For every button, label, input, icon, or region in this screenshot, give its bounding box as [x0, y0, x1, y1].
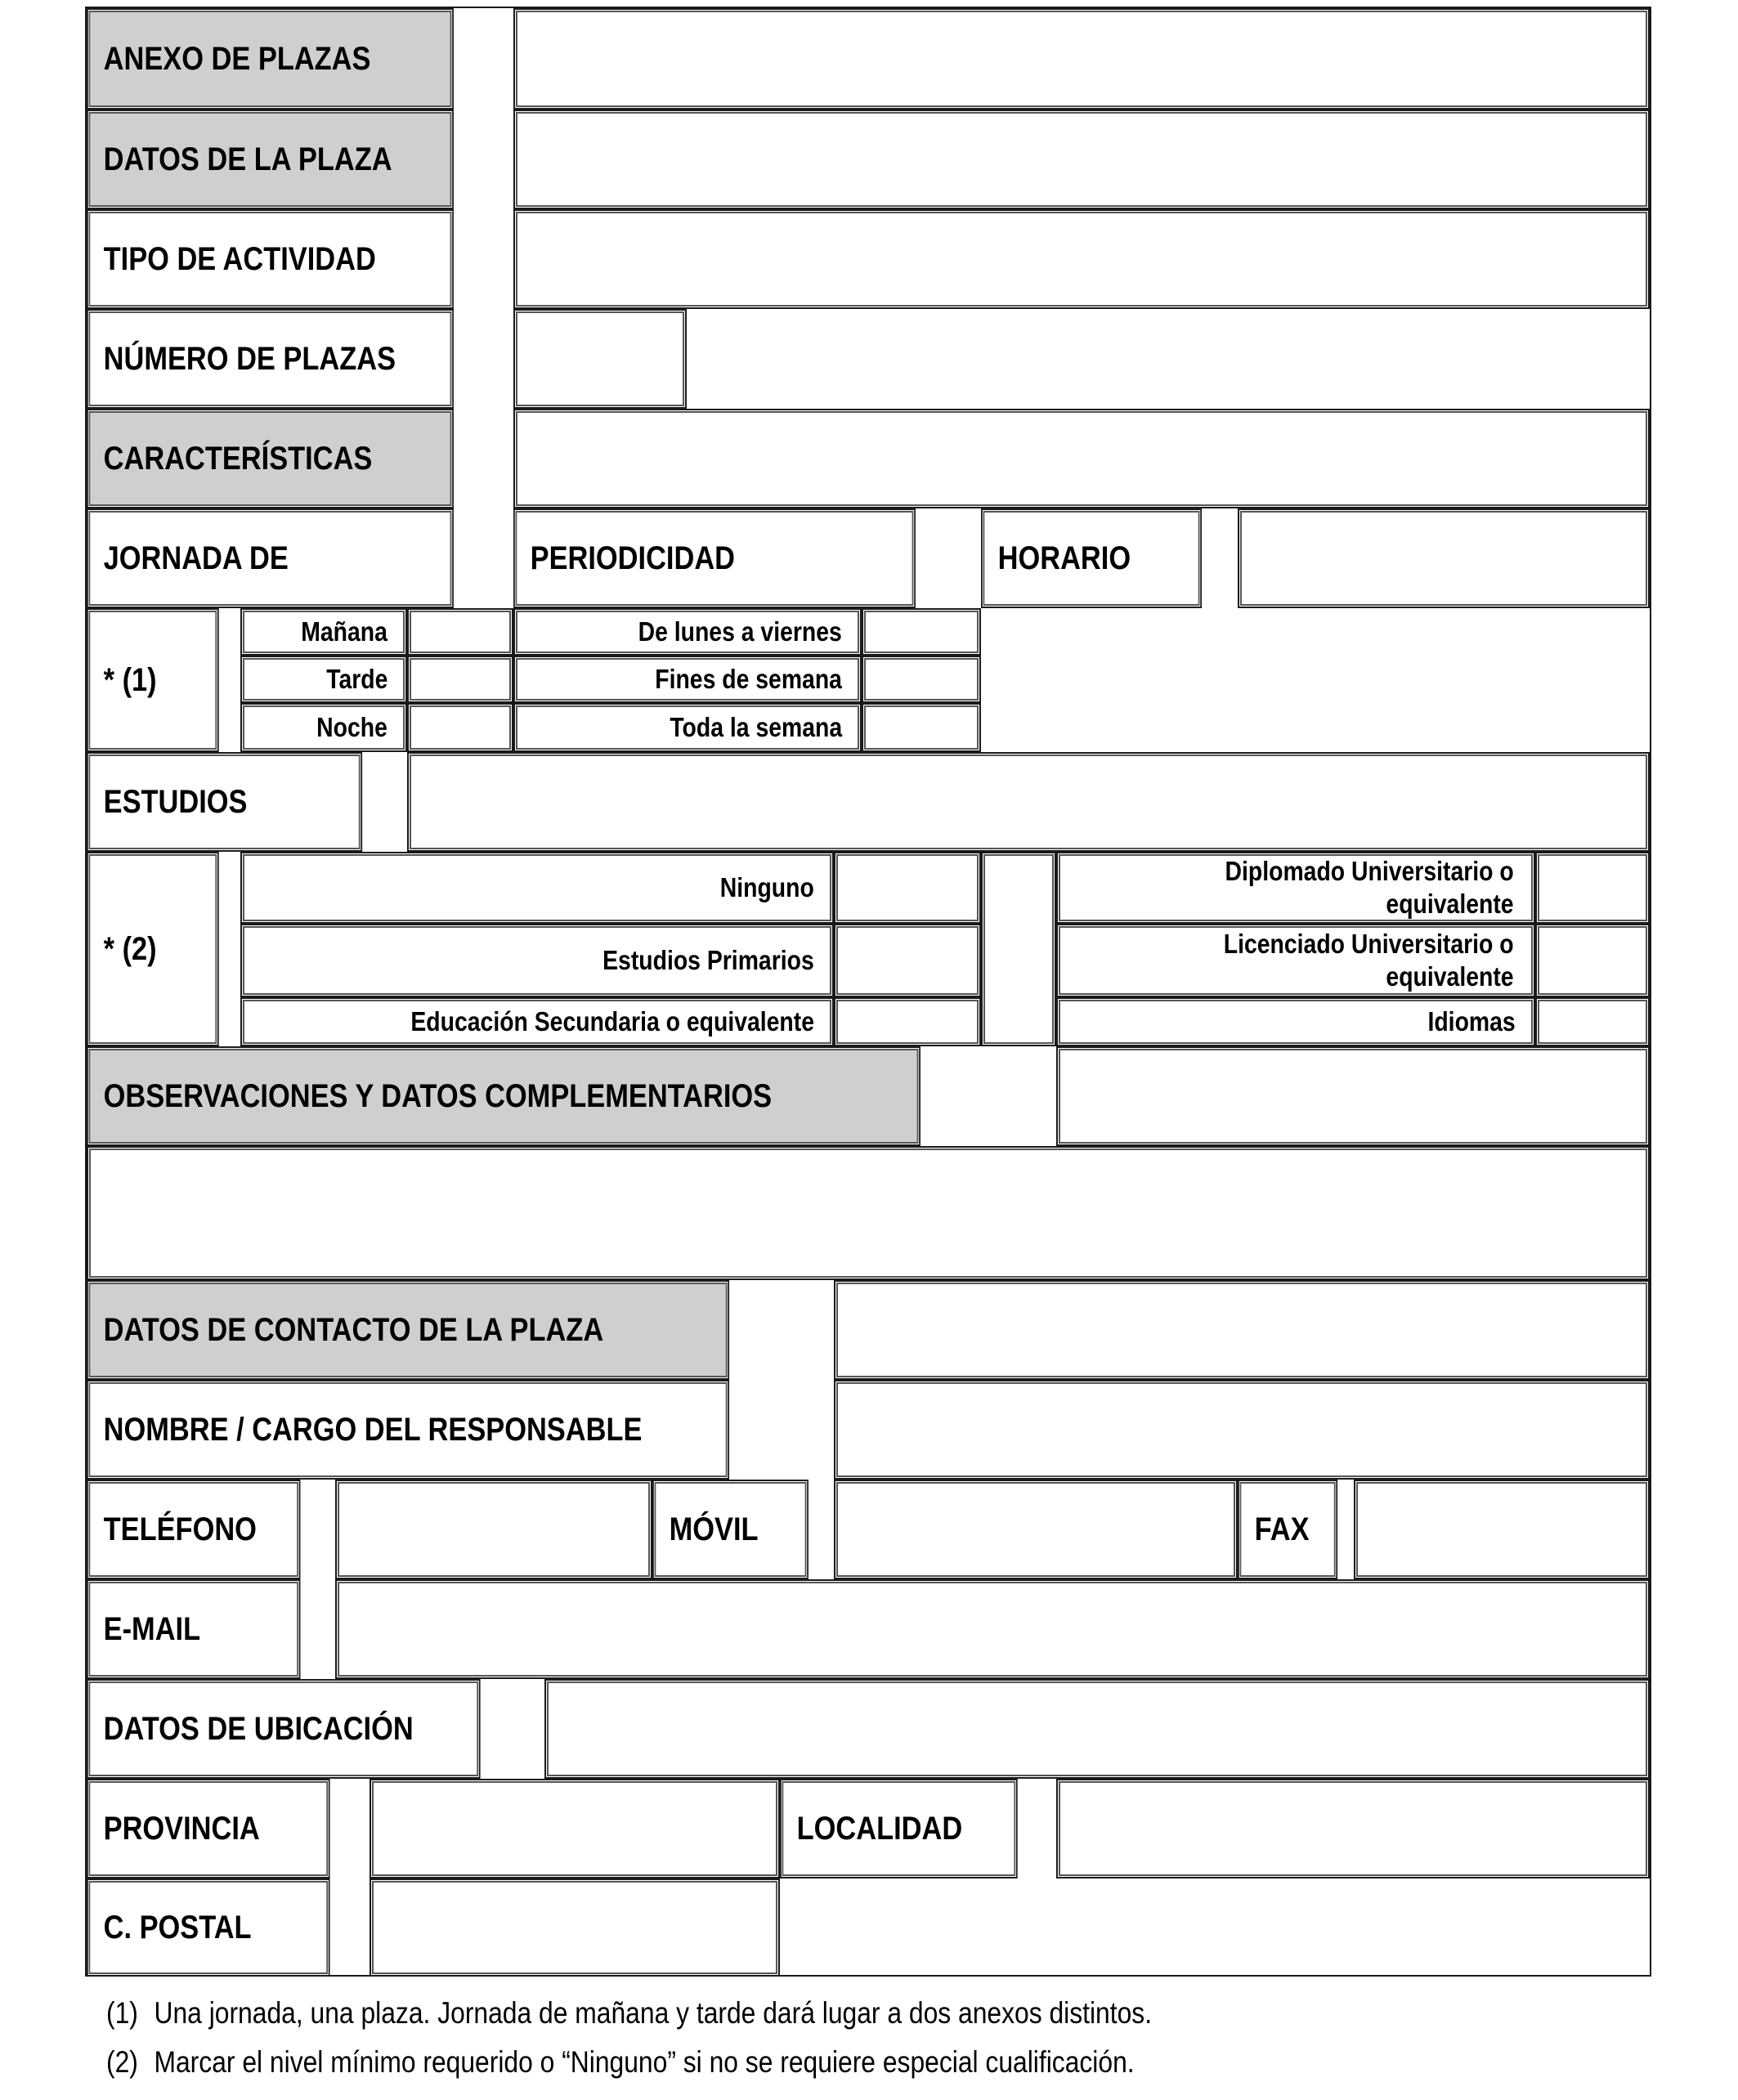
ref1-text: * (1)	[103, 661, 157, 698]
ref2-text: * (2)	[103, 930, 157, 967]
tipo-actividad-field[interactable]	[513, 209, 1650, 309]
periodicidad-fines-semana-checkbox[interactable]	[862, 656, 981, 703]
periodicidad-option-label: De lunes a viernes	[513, 608, 862, 656]
periodicidad-toda-semana-checkbox[interactable]	[862, 703, 981, 752]
periodicidad-option-label: Fines de semana	[513, 656, 862, 703]
periodicidad-label	[513, 508, 916, 608]
jornada-option-label: Tarde	[240, 656, 407, 703]
jornada-tarde-checkbox[interactable]	[407, 656, 513, 703]
fax-field[interactable]	[1354, 1480, 1650, 1579]
tipo-actividad-label-text: TIPO DE ACTIVIDAD	[103, 240, 376, 277]
provincia-label-text: PROVINCIA	[103, 1810, 260, 1847]
email-field[interactable]	[335, 1579, 1650, 1679]
numero-plazas-label-text: NÚMERO DE PLAZAS	[103, 340, 396, 377]
horario-field[interactable]	[1238, 508, 1650, 608]
responsable-label	[87, 1380, 729, 1480]
horario-label	[981, 508, 1202, 608]
caracteristicas-field[interactable]	[513, 409, 1650, 508]
datos-plaza-label-text: DATOS DE LA PLAZA	[103, 141, 392, 177]
fax-label	[1238, 1480, 1337, 1579]
caracteristicas-label-text: CARACTERÍSTICAS	[103, 440, 373, 477]
estudios-ninguno-checkbox[interactable]	[834, 852, 981, 924]
email-label-text: E-MAIL	[103, 1610, 201, 1647]
estudios-secundaria-checkbox[interactable]	[834, 997, 981, 1046]
estudios-option-label: Licenciado Universitario o equivalente	[1056, 924, 1535, 997]
estudios-field[interactable]	[407, 752, 1650, 852]
responsable-label-text: NOMBRE / CARGO DEL RESPONSABLE	[103, 1411, 643, 1448]
jornada-manana-checkbox[interactable]	[407, 608, 513, 656]
horario-label-text: HORARIO	[997, 540, 1131, 576]
localidad-label-text: LOCALIDAD	[796, 1810, 963, 1847]
estudios-option-label: Idiomas	[1056, 997, 1535, 1046]
telefono-field[interactable]	[335, 1480, 652, 1579]
numero-plazas-label	[87, 309, 454, 409]
observaciones-label	[87, 1046, 921, 1146]
responsable-field[interactable]	[834, 1380, 1650, 1480]
jornada-noche-checkbox[interactable]	[407, 703, 513, 752]
contacto-field[interactable]	[834, 1280, 1650, 1380]
estudios-diplomado-checkbox[interactable]	[1535, 852, 1650, 924]
jornada-option-label: Mañana	[240, 608, 407, 656]
ref2-label	[87, 852, 219, 1046]
footnote-1-number: (1)	[106, 1996, 138, 2030]
movil-label	[652, 1480, 809, 1579]
jornada-label-text: JORNADA DE	[103, 540, 289, 576]
ubicacion-label-text: DATOS DE UBICACIÓN	[103, 1710, 414, 1747]
email-label	[87, 1579, 300, 1679]
observaciones-header-field	[1056, 1046, 1650, 1146]
periodicidad-label-text: PERIODICIDAD	[530, 540, 736, 576]
observaciones-label-text: OBSERVACIONES Y DATOS COMPLEMENTARIOS	[103, 1077, 773, 1114]
estudios-label-text: ESTUDIOS	[103, 783, 248, 820]
ubicacion-field[interactable]	[544, 1679, 1650, 1779]
footnote-2-number: (2)	[106, 2045, 138, 2079]
contacto-label-text: DATOS DE CONTACTO DE LA PLAZA	[103, 1311, 604, 1348]
ref1-label	[87, 608, 219, 752]
estudios-licenciado-checkbox[interactable]	[1535, 924, 1650, 997]
tipo-actividad-label	[87, 209, 454, 309]
localidad-field[interactable]	[1056, 1779, 1650, 1878]
cpostal-field[interactable]	[370, 1878, 780, 1977]
footnote-1	[106, 1996, 1152, 2031]
anexo-field[interactable]	[513, 8, 1650, 110]
telefono-label-text: TELÉFONO	[103, 1511, 257, 1547]
ubicacion-label	[87, 1679, 481, 1779]
datos-plaza-field[interactable]	[513, 110, 1650, 209]
provincia-label	[87, 1779, 330, 1878]
estudios-spacer	[981, 852, 1056, 1046]
estudios-label	[87, 752, 362, 852]
footnote-2-text: Marcar el nivel mínimo requerido o “Ninguno” si no se requiere especial cualificación.	[154, 2045, 1135, 2079]
provincia-field[interactable]	[370, 1779, 780, 1878]
movil-field[interactable]	[834, 1480, 1238, 1579]
cpostal-label-text: C. POSTAL	[103, 1909, 252, 1946]
cpostal-label	[87, 1878, 330, 1977]
observaciones-textarea[interactable]	[87, 1146, 1650, 1280]
footnote-2	[106, 2045, 1135, 2080]
telefono-label	[87, 1480, 300, 1579]
datos-plaza-label	[87, 110, 454, 209]
jornada-label	[87, 508, 454, 608]
estudios-option-label: Ninguno	[240, 852, 834, 924]
periodicidad-lunes-viernes-checkbox[interactable]	[862, 608, 981, 656]
estudios-idiomas-checkbox[interactable]	[1535, 997, 1650, 1046]
estudios-option-label: Estudios Primarios	[240, 924, 834, 997]
caracteristicas-label	[87, 409, 454, 508]
contacto-label	[87, 1280, 729, 1380]
footnote-1-text: Una jornada, una plaza. Jornada de mañana y tarde dará lugar a dos anexos distintos.	[154, 1996, 1153, 2030]
periodicidad-option-label: Toda la semana	[513, 703, 862, 752]
estudios-option-label: Educación Secundaria o equivalente	[240, 997, 834, 1046]
fax-label-text: FAX	[1254, 1511, 1310, 1547]
movil-label-text: MÓVIL	[669, 1511, 759, 1547]
jornada-option-label: Noche	[240, 703, 407, 752]
estudios-primarios-checkbox[interactable]	[834, 924, 981, 997]
localidad-label	[780, 1779, 1018, 1878]
anexo-label	[87, 8, 454, 110]
numero-plazas-field[interactable]	[513, 309, 687, 409]
anexo-label-text: ANEXO DE PLAZAS	[103, 40, 371, 77]
estudios-option-label: Diplomado Universitario o equivalente	[1056, 852, 1535, 924]
